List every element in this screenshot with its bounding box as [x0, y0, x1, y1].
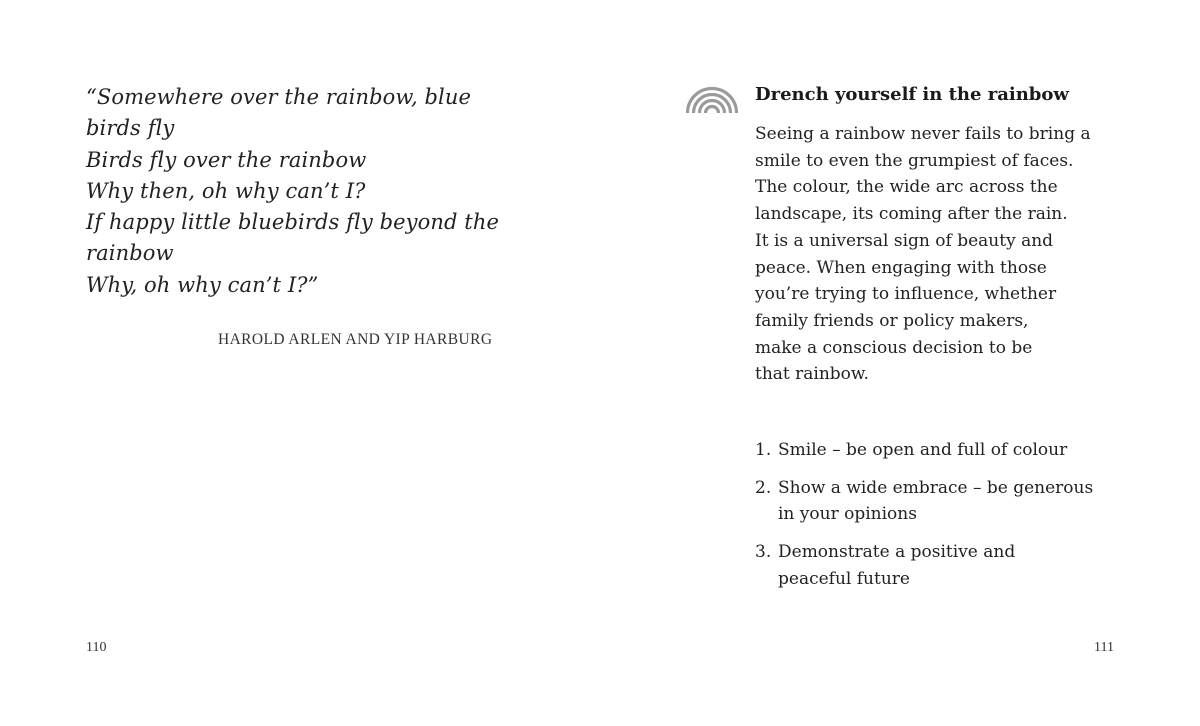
rainbow-icon	[685, 84, 739, 114]
section-heading: Drench yourself in the rainbow	[755, 84, 1069, 105]
page-number-left: 110	[86, 640, 107, 655]
song-quote	[86, 82, 536, 301]
body-line: smile to even the grumpiest of faces.	[755, 150, 1074, 171]
quote-line: If happy little bluebirds fly beyond the	[86, 210, 499, 235]
list-item	[755, 437, 1175, 464]
list-number: 3.	[755, 542, 772, 563]
quote-line: Birds fly over the rainbow	[86, 147, 367, 172]
body-line: family friends or policy makers,	[755, 310, 1029, 331]
body-line: that rainbow.	[755, 364, 869, 385]
list-number: 2.	[755, 477, 772, 498]
body-line: landscape, its coming after the rain.	[755, 204, 1068, 225]
list-item	[755, 475, 1175, 528]
list-item-text: Demonstrate a positive and	[778, 542, 1016, 563]
body-line: make a conscious decision to be	[755, 337, 1033, 358]
list-item	[755, 539, 1175, 592]
body-line: you’re trying to influence, whether	[755, 284, 1057, 305]
list-number: 1.	[755, 440, 772, 460]
body-line: The colour, the wide arc across the	[755, 177, 1058, 198]
quote-line: Why then, oh why can’t I?	[86, 178, 366, 203]
list-item-text: Smile – be open and full of colour	[778, 440, 1068, 460]
list-item-text: peaceful future	[778, 568, 910, 589]
right-page	[600, 0, 1200, 726]
body-paragraph	[755, 121, 1165, 388]
quote-line: rainbow	[86, 241, 174, 266]
quote-line: Why, oh why can’t I?”	[86, 272, 319, 297]
list-item-text: Show a wide embrace – be generous	[778, 477, 1094, 498]
page-number-right: 111	[1094, 640, 1114, 655]
numbered-list	[755, 437, 1175, 604]
body-line: peace. When engaging with those	[755, 257, 1047, 278]
body-line: Seeing a rainbow never fails to bring a	[755, 124, 1091, 144]
quote-line: birds fly	[86, 116, 175, 141]
list-item-text: in your opinions	[778, 504, 917, 525]
body-line: It is a universal sign of beauty and	[755, 230, 1054, 251]
quote-attribution: HAROLD ARLEN AND YIP HARBURG	[218, 331, 493, 348]
quote-line: “Somewhere over the rainbow, blue	[86, 85, 472, 109]
